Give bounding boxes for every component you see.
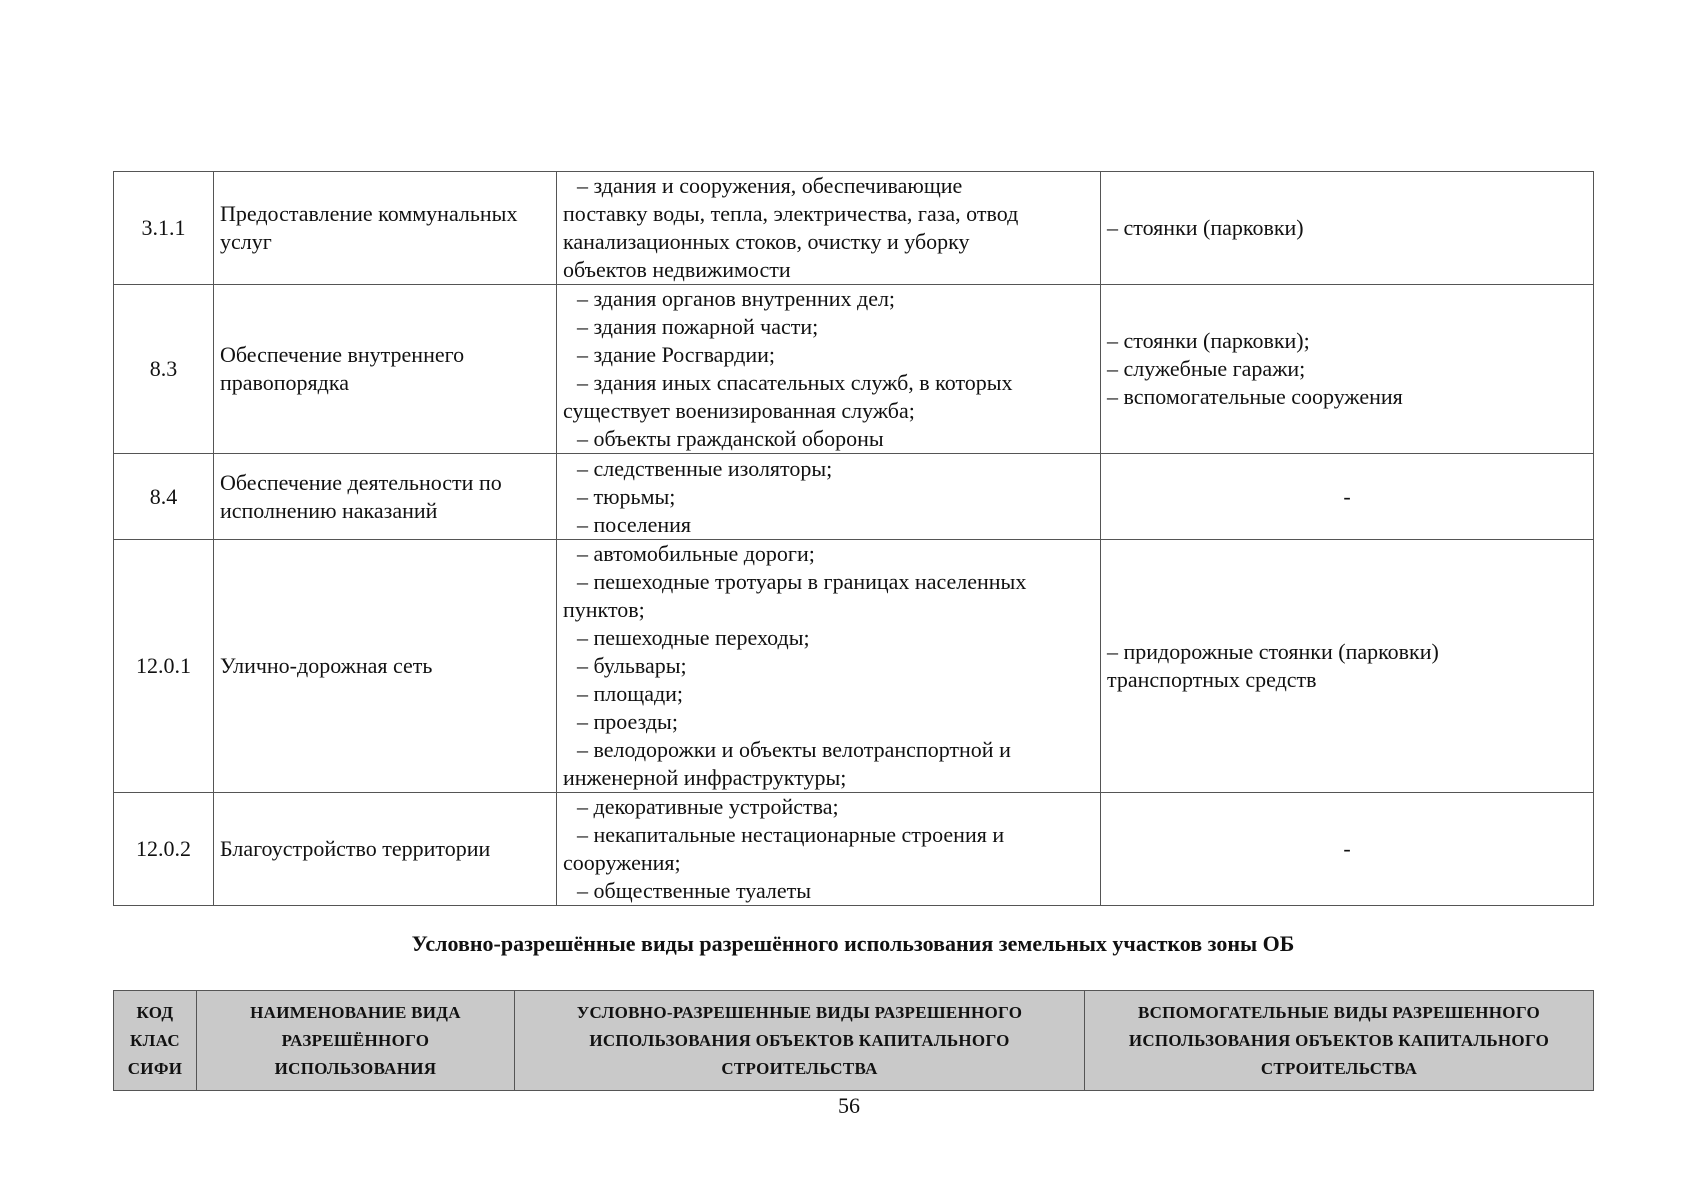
land-use-table [113,171,1594,906]
table-row [114,793,1594,906]
header-line: ВСПОМОГАТЕЛЬНЫЕ ВИДЫ РАЗРЕШЕННОГО [1137,1002,1541,1022]
row-main-uses [557,454,1101,540]
row-code: 8.4 [114,454,214,540]
header-line: КОД [136,1002,174,1022]
list-item: - [1343,483,1351,509]
header-line: НАИМЕНОВАНИЕ ВИДА [250,1002,461,1022]
header-line: УСЛОВНО-РАЗРЕШЕННЫЕ ВИДЫ РАЗРЕШЕННОГО [576,1002,1023,1022]
header-line: КЛАС [130,1030,180,1050]
column-header-name [197,991,515,1091]
list-item: сооружения; [563,850,681,875]
header-line: СТРОИТЕЛЬСТВА [1260,1058,1418,1078]
table-row [114,172,1594,285]
row-name: Улично-дорожная сеть [214,540,557,793]
list-item: – здания пожарной части; [577,314,819,339]
header-line: ИСПОЛЬЗОВАНИЯ ОБЪЕКТОВ КАПИТАЛЬНОГО [589,1030,1010,1050]
row-name: Предоставление коммунальных услуг [214,172,557,285]
list-item: – здание Росгвардии; [577,342,776,367]
header-line: СТРОИТЕЛЬСТВА [721,1058,878,1078]
row-aux-uses [1101,454,1594,540]
section-title: Условно-разрешённые виды разрешённого использования земельных участков зоны ОБ [411,931,1295,956]
header-line: СИФИ [127,1058,183,1078]
table-row [114,454,1594,540]
header-line: РАЗРЕШЁННОГО [281,1030,430,1050]
list-item: – здания иных спасательных служб, в которых [577,370,1013,395]
list-item: – объекты гражданской обороны [577,426,884,451]
list-item: пунктов; [563,597,645,622]
list-item: – здания органов внутренних дел; [577,286,896,311]
row-main-uses [557,793,1101,906]
list-item: – здания и сооружения, обеспечивающие [577,173,963,198]
row-aux-uses [1101,172,1594,285]
list-item: – декоративные устройства; [577,794,839,819]
list-item: – придорожные стоянки (парковки) [1107,639,1439,664]
list-item: – следственные изоляторы; [577,455,833,481]
row-aux-uses [1101,793,1594,906]
row-code: 12.0.2 [114,793,214,906]
table-row [114,285,1594,454]
row-code: 12.0.1 [114,540,214,793]
list-item: – служебные гаражи; [1107,356,1306,381]
column-header-code [114,991,197,1091]
list-item: канализационных стоков, очистку и уборку [563,229,970,254]
row-name: Благоустройство территории [214,793,557,906]
list-item: – автомобильные дороги; [577,541,815,566]
row-name: Обеспечение внутреннего правопорядка [214,285,557,454]
list-item: – бульвары; [577,653,687,678]
list-item: – вспомогательные сооружения [1107,384,1403,409]
list-item: – общественные туалеты [577,878,812,903]
row-code: 3.1.1 [114,172,214,285]
list-item: существует военизированная служба; [563,398,915,423]
row-main-uses [557,540,1101,793]
list-item: поставку воды, тепла, электричества, газа, отвод [563,201,1019,226]
column-header-main-uses [515,991,1085,1091]
list-item: - [1343,836,1351,861]
header-line: ИСПОЛЬЗОВАНИЯ [274,1058,437,1078]
table-row [114,540,1594,793]
row-code: 8.3 [114,285,214,454]
list-item: – проезды; [577,709,678,734]
page-number: 56 [838,1093,860,1118]
row-name: Обеспечение деятельности по исполнению наказаний [214,454,557,540]
list-item: – пешеходные тротуары в границах населенных [577,569,1027,594]
column-header-aux-uses [1085,991,1594,1091]
list-item: – стоянки (парковки) [1107,215,1304,240]
row-main-uses [557,285,1101,454]
list-item: объектов недвижимости [563,257,791,282]
row-aux-uses [1101,285,1594,454]
list-item: – поселения [577,511,692,537]
list-item: – велодорожки и объекты велотранспортной и [577,737,1011,762]
list-item: – пешеходные переходы; [577,625,810,650]
list-item: – тюрьмы; [577,483,676,509]
header-line: ИСПОЛЬЗОВАНИЯ ОБЪЕКТОВ КАПИТАЛЬНОГО [1128,1030,1550,1050]
row-main-uses [557,172,1101,285]
row-aux-uses [1101,540,1594,793]
list-item: – некапитальные нестационарные строения и [577,822,1005,847]
list-item: транспортных средств [1107,667,1317,692]
table-header [113,990,1594,1091]
list-item: – стоянки (парковки); [1107,328,1310,353]
list-item: – площади; [577,681,684,706]
list-item: инженерной инфраструктуры; [563,765,847,790]
header-row [114,991,1594,1091]
